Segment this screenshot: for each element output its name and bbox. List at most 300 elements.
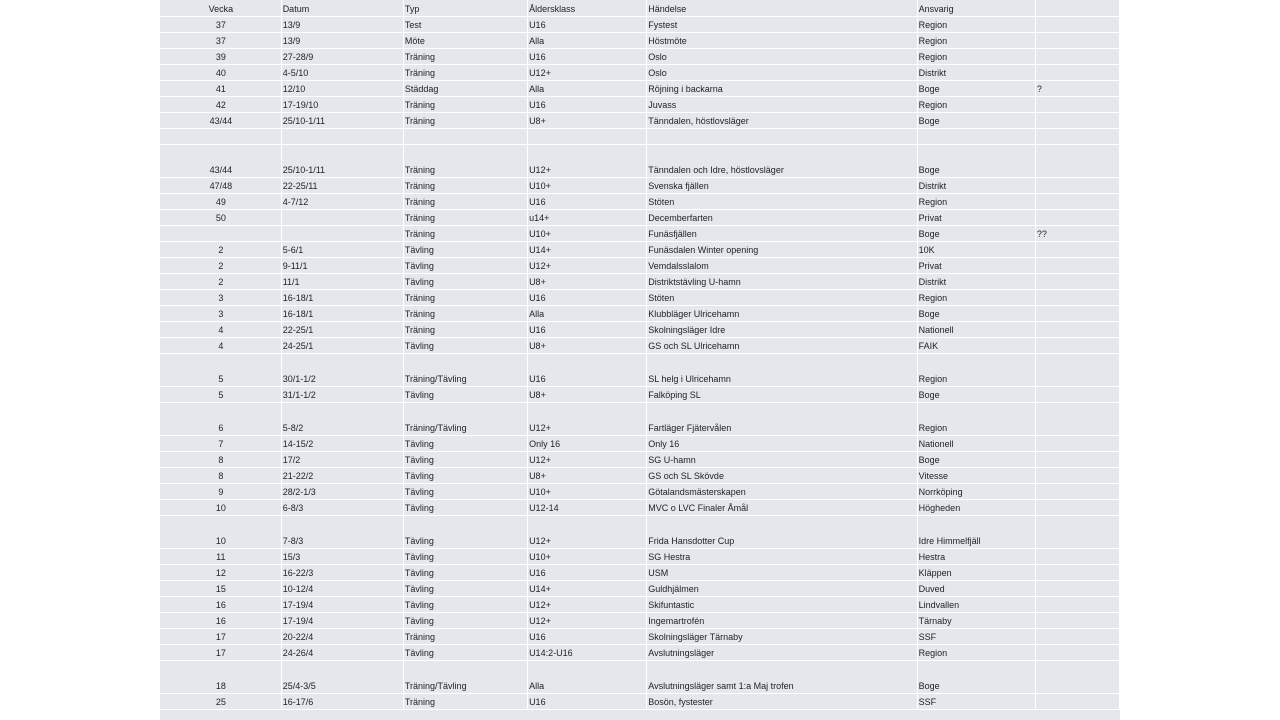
- cell-ansvarig: Boge: [917, 225, 1035, 241]
- cell-vecka: 12: [160, 564, 281, 580]
- cell-vecka: 50: [160, 209, 281, 225]
- cell-handelse: Distriktstävling U-hamn: [647, 273, 917, 289]
- cell-handelse: Stöten: [647, 193, 917, 209]
- cell-typ: Träning: [403, 64, 527, 80]
- cell-ansvarig: SSF: [917, 628, 1035, 644]
- cell-aldersklass: Alla: [528, 32, 647, 48]
- cell-handelse: Skifuntastic: [647, 596, 917, 612]
- table-row: [160, 80, 1120, 96]
- cell-extra: [1035, 499, 1119, 515]
- cell-vecka: 47/48: [160, 177, 281, 193]
- cell-vecka: 17: [160, 644, 281, 660]
- cell-aldersklass: U8+: [528, 273, 647, 289]
- cell-vecka: 17: [160, 628, 281, 644]
- table-row: [160, 386, 1120, 402]
- cell-aldersklass: U16: [528, 628, 647, 644]
- cell-ansvarig: Region: [917, 48, 1035, 64]
- table-row: [160, 467, 1120, 483]
- header-extra: [1035, 0, 1119, 16]
- cell-handelse: Oslo: [647, 64, 917, 80]
- table-row: [160, 273, 1120, 289]
- cell-datum: 16-22/3: [281, 564, 403, 580]
- cell-datum: 5-6/1: [281, 241, 403, 257]
- cell-ansvarig: Distrikt: [917, 273, 1035, 289]
- cell-vecka: 4: [160, 321, 281, 337]
- cell-datum: 13/9: [281, 32, 403, 48]
- cell-ansvarig: Privat: [917, 257, 1035, 273]
- cell-handelse: Vemdalsslalom: [647, 257, 917, 273]
- cell-ansvarig: Region: [917, 32, 1035, 48]
- header-handelse: Händelse: [647, 0, 917, 16]
- cell-datum: 25/4-3/5: [281, 660, 403, 693]
- cell-handelse: Svenska fjällen: [647, 177, 917, 193]
- table-row: [160, 564, 1120, 580]
- cell-handelse: Decemberfarten: [647, 209, 917, 225]
- cell-extra: [1035, 209, 1119, 225]
- cell-datum: 28/2-1/3: [281, 483, 403, 499]
- cell-vecka: [160, 128, 281, 144]
- cell-aldersklass: U14+: [528, 241, 647, 257]
- cell-vecka: 7: [160, 435, 281, 451]
- cell-handelse: Klubbläger Ulricehamn: [647, 305, 917, 321]
- cell-aldersklass: U8+: [528, 337, 647, 353]
- cell-extra: [1035, 515, 1119, 548]
- cell-aldersklass: U16: [528, 96, 647, 112]
- table-row: [160, 515, 1120, 548]
- cell-aldersklass: U16: [528, 16, 647, 32]
- cell-ansvarig: Region: [917, 96, 1035, 112]
- cell-extra: [1035, 612, 1119, 628]
- table-row: [160, 337, 1120, 353]
- table-row: [160, 16, 1120, 32]
- table-row: [160, 660, 1120, 693]
- cell-typ: Träning: [403, 628, 527, 644]
- cell-aldersklass: U8+: [528, 467, 647, 483]
- cell-ansvarig: Hestra: [917, 548, 1035, 564]
- cell-handelse: Fystest: [647, 16, 917, 32]
- cell-datum: 4-5/10: [281, 64, 403, 80]
- cell-handelse: Ingemartrofén: [647, 612, 917, 628]
- cell-ansvarig: Distrikt: [917, 64, 1035, 80]
- cell-aldersklass: U16: [528, 321, 647, 337]
- cell-vecka: 2: [160, 273, 281, 289]
- cell-aldersklass: U16: [528, 693, 647, 709]
- cell-typ: Möte: [403, 32, 527, 48]
- cell-handelse: Tänndalen och Idre, höstlovsläger: [647, 144, 917, 177]
- cell-datum: 31/1-1/2: [281, 386, 403, 402]
- cell-typ: Tävling: [403, 644, 527, 660]
- cell-vecka: 49: [160, 193, 281, 209]
- cell-extra: [1035, 273, 1119, 289]
- cell-aldersklass: U10+: [528, 225, 647, 241]
- cell-typ: [403, 128, 527, 144]
- cell-typ: Träning: [403, 144, 527, 177]
- cell-extra: [1035, 64, 1119, 80]
- cell-extra: [1035, 321, 1119, 337]
- cell-typ: Tävling: [403, 612, 527, 628]
- cell-typ: Träning: [403, 693, 527, 709]
- cell-datum: 24-25/1: [281, 337, 403, 353]
- cell-vecka: 16: [160, 612, 281, 628]
- cell-typ: Träning: [403, 48, 527, 64]
- cell-handelse: GS och SL Skövde: [647, 467, 917, 483]
- cell-typ: Tävling: [403, 596, 527, 612]
- cell-vecka: 4: [160, 337, 281, 353]
- cell-extra: [1035, 177, 1119, 193]
- cell-typ: Träning: [403, 96, 527, 112]
- cell-extra: [1035, 467, 1119, 483]
- table-row: [160, 499, 1120, 515]
- cell-handelse: Stöten: [647, 289, 917, 305]
- table-row: [160, 451, 1120, 467]
- cell-ansvarig: SSF: [917, 693, 1035, 709]
- cell-typ: Träning: [403, 305, 527, 321]
- cell-typ: Tävling: [403, 273, 527, 289]
- cell-extra: [1035, 289, 1119, 305]
- cell-vecka: 42: [160, 96, 281, 112]
- cell-ansvarig: Boge: [917, 660, 1035, 693]
- table-row: [160, 402, 1120, 435]
- cell-handelse: [647, 128, 917, 144]
- cell-aldersklass: U12+: [528, 515, 647, 548]
- cell-typ: Tävling: [403, 580, 527, 596]
- cell-ansvarig: Distrikt: [917, 177, 1035, 193]
- cell-aldersklass: Alla: [528, 660, 647, 693]
- cell-aldersklass: u14+: [528, 209, 647, 225]
- cell-ansvarig: Region: [917, 16, 1035, 32]
- cell-typ: Träning/Tävling: [403, 353, 527, 386]
- cell-typ: Tävling: [403, 386, 527, 402]
- table-row: [160, 209, 1120, 225]
- cell-typ: Träning: [403, 321, 527, 337]
- cell-handelse: Only 16: [647, 435, 917, 451]
- cell-extra: [1035, 144, 1119, 177]
- cell-typ: Tävling: [403, 241, 527, 257]
- cell-aldersklass: Only 16: [528, 435, 647, 451]
- cell-datum: 15/3: [281, 548, 403, 564]
- cell-handelse: MVC o LVC Finaler Åmål: [647, 499, 917, 515]
- cell-ansvarig: Region: [917, 193, 1035, 209]
- cell-datum: 22-25/11: [281, 177, 403, 193]
- cell-typ: Tävling: [403, 564, 527, 580]
- cell-typ: Träning: [403, 112, 527, 128]
- cell-vecka: 43/44: [160, 112, 281, 128]
- cell-vecka: 2: [160, 257, 281, 273]
- cell-typ: Städdag: [403, 80, 527, 96]
- cell-aldersklass: U12+: [528, 144, 647, 177]
- cell-vecka: 37: [160, 16, 281, 32]
- cell-ansvarig: Boge: [917, 112, 1035, 128]
- cell-extra: [1035, 628, 1119, 644]
- cell-handelse: GS och SL Ulricehamn: [647, 337, 917, 353]
- header-ansvarig: Ansvarig: [917, 0, 1035, 16]
- cell-datum: 30/1-1/2: [281, 353, 403, 386]
- cell-aldersklass: U8+: [528, 112, 647, 128]
- cell-vecka: 43/44: [160, 144, 281, 177]
- table-row: [160, 435, 1120, 451]
- cell-aldersklass: Alla: [528, 305, 647, 321]
- cell-typ: Tävling: [403, 499, 527, 515]
- cell-vecka: 25: [160, 693, 281, 709]
- cell-ansvarig: Lindvallen: [917, 596, 1035, 612]
- cell-ansvarig: Boge: [917, 305, 1035, 321]
- cell-ansvarig: Region: [917, 402, 1035, 435]
- cell-datum: 11/1: [281, 273, 403, 289]
- cell-aldersklass: U12+: [528, 451, 647, 467]
- cell-handelse: Avslutningsläger samt 1:a Maj trofen: [647, 660, 917, 693]
- cell-handelse: SG Hestra: [647, 548, 917, 564]
- cell-ansvarig: Privat: [917, 209, 1035, 225]
- cell-datum: 22-25/1: [281, 321, 403, 337]
- cell-handelse: Frida Hansdotter Cup: [647, 515, 917, 548]
- table-row: [160, 225, 1120, 241]
- cell-handelse: Fartläger Fjätervålen: [647, 402, 917, 435]
- schedule-body: [160, 16, 1120, 709]
- cell-handelse: Skolningsläger Tärnaby: [647, 628, 917, 644]
- table-row: [160, 693, 1120, 709]
- cell-typ: Träning/Tävling: [403, 402, 527, 435]
- cell-typ: Träning: [403, 289, 527, 305]
- cell-handelse: USM: [647, 564, 917, 580]
- table-row: [160, 193, 1120, 209]
- cell-vecka: 5: [160, 386, 281, 402]
- cell-aldersklass: U16: [528, 353, 647, 386]
- cell-typ: Träning: [403, 225, 527, 241]
- cell-aldersklass: [528, 128, 647, 144]
- cell-ansvarig: Boge: [917, 80, 1035, 96]
- cell-datum: 17-19/10: [281, 96, 403, 112]
- header-typ: Typ: [403, 0, 527, 16]
- cell-ansvarig: Kläppen: [917, 564, 1035, 580]
- cell-ansvarig: Norrköping: [917, 483, 1035, 499]
- cell-datum: 14-15/2: [281, 435, 403, 451]
- cell-handelse: Juvass: [647, 96, 917, 112]
- header-aldersklass: Åldersklass: [528, 0, 647, 16]
- cell-handelse: Falköping SL: [647, 386, 917, 402]
- cell-datum: 17-19/4: [281, 612, 403, 628]
- cell-datum: 17/2: [281, 451, 403, 467]
- cell-extra: [1035, 693, 1119, 709]
- cell-aldersklass: U14:2-U16: [528, 644, 647, 660]
- cell-ansvarig: Nationell: [917, 321, 1035, 337]
- table-row: [160, 241, 1120, 257]
- cell-ansvarig: Region: [917, 644, 1035, 660]
- cell-ansvarig: Region: [917, 353, 1035, 386]
- cell-vecka: 16: [160, 596, 281, 612]
- cell-datum: 12/10: [281, 80, 403, 96]
- table-row: [160, 353, 1120, 386]
- cell-extra: [1035, 451, 1119, 467]
- cell-extra: [1035, 435, 1119, 451]
- cell-vecka: 18: [160, 660, 281, 693]
- table-row: [160, 289, 1120, 305]
- schedule-table: [160, 0, 1120, 710]
- table-row: [160, 112, 1120, 128]
- table-row: [160, 580, 1120, 596]
- cell-datum: 5-8/2: [281, 402, 403, 435]
- cell-extra: ?: [1035, 80, 1119, 96]
- cell-aldersklass: U16: [528, 564, 647, 580]
- cell-vecka: 6: [160, 402, 281, 435]
- cell-datum: 24-26/4: [281, 644, 403, 660]
- cell-vecka: 3: [160, 289, 281, 305]
- cell-datum: [281, 209, 403, 225]
- cell-vecka: 3: [160, 305, 281, 321]
- cell-aldersklass: U10+: [528, 177, 647, 193]
- cell-handelse: Götalandsmästerskapen: [647, 483, 917, 499]
- cell-extra: [1035, 644, 1119, 660]
- table-row: [160, 644, 1120, 660]
- table-row: [160, 596, 1120, 612]
- cell-datum: 20-22/4: [281, 628, 403, 644]
- cell-vecka: 5: [160, 353, 281, 386]
- cell-extra: [1035, 548, 1119, 564]
- cell-extra: [1035, 386, 1119, 402]
- cell-ansvarig: 10K: [917, 241, 1035, 257]
- cell-handelse: Tänndalen, höstlovsläger: [647, 112, 917, 128]
- cell-datum: [281, 225, 403, 241]
- table-row: [160, 612, 1120, 628]
- cell-datum: 21-22/2: [281, 467, 403, 483]
- cell-vecka: 41: [160, 80, 281, 96]
- cell-datum: 9-11/1: [281, 257, 403, 273]
- cell-aldersklass: U12-14: [528, 499, 647, 515]
- cell-handelse: SG U-hamn: [647, 451, 917, 467]
- cell-extra: [1035, 48, 1119, 64]
- schedule-sheet: [160, 0, 1120, 720]
- cell-vecka: 2: [160, 241, 281, 257]
- cell-extra: [1035, 241, 1119, 257]
- cell-datum: 4-7/12: [281, 193, 403, 209]
- cell-extra: [1035, 402, 1119, 435]
- cell-typ: Tävling: [403, 337, 527, 353]
- cell-typ: Träning: [403, 177, 527, 193]
- table-row: [160, 48, 1120, 64]
- cell-extra: [1035, 32, 1119, 48]
- cell-extra: [1035, 337, 1119, 353]
- cell-vecka: 15: [160, 580, 281, 596]
- cell-ansvarig: [917, 128, 1035, 144]
- cell-handelse: Guldhjälmen: [647, 580, 917, 596]
- cell-handelse: Höstmöte: [647, 32, 917, 48]
- cell-typ: Tävling: [403, 483, 527, 499]
- cell-vecka: 40: [160, 64, 281, 80]
- cell-extra: [1035, 16, 1119, 32]
- cell-aldersklass: U8+: [528, 386, 647, 402]
- cell-aldersklass: U12+: [528, 257, 647, 273]
- cell-extra: [1035, 580, 1119, 596]
- cell-extra: [1035, 96, 1119, 112]
- table-row: [160, 321, 1120, 337]
- cell-datum: 10-12/4: [281, 580, 403, 596]
- cell-ansvarig: Boge: [917, 386, 1035, 402]
- cell-handelse: Avslutningsläger: [647, 644, 917, 660]
- cell-ansvarig: Tärnaby: [917, 612, 1035, 628]
- cell-handelse: Röjning i backarna: [647, 80, 917, 96]
- cell-aldersklass: U12+: [528, 402, 647, 435]
- cell-ansvarig: Vitesse: [917, 467, 1035, 483]
- cell-vecka: 9: [160, 483, 281, 499]
- header-vecka: Vecka: [160, 0, 281, 16]
- cell-typ: Träning: [403, 193, 527, 209]
- cell-ansvarig: Idre Himmelfjäll: [917, 515, 1035, 548]
- cell-ansvarig: FAIK: [917, 337, 1035, 353]
- table-row: [160, 548, 1120, 564]
- cell-ansvarig: Nationell: [917, 435, 1035, 451]
- cell-datum: 7-8/3: [281, 515, 403, 548]
- cell-datum: 25/10-1/11: [281, 112, 403, 128]
- cell-typ: Tävling: [403, 467, 527, 483]
- cell-handelse: Skolningsläger Idre: [647, 321, 917, 337]
- cell-aldersklass: U16: [528, 193, 647, 209]
- table-row: [160, 128, 1120, 144]
- cell-datum: 16-17/6: [281, 693, 403, 709]
- table-row: [160, 96, 1120, 112]
- table-row: [160, 305, 1120, 321]
- cell-extra: [1035, 483, 1119, 499]
- table-row: [160, 144, 1120, 177]
- cell-handelse: Oslo: [647, 48, 917, 64]
- cell-ansvarig: Boge: [917, 451, 1035, 467]
- cell-handelse: Bosön, fystester: [647, 693, 917, 709]
- cell-datum: 17-19/4: [281, 596, 403, 612]
- table-row: [160, 628, 1120, 644]
- cell-vecka: 37: [160, 32, 281, 48]
- cell-extra: [1035, 353, 1119, 386]
- cell-datum: 16-18/1: [281, 289, 403, 305]
- cell-extra: [1035, 660, 1119, 693]
- cell-extra: [1035, 564, 1119, 580]
- cell-vecka: 10: [160, 515, 281, 548]
- cell-extra: [1035, 193, 1119, 209]
- cell-typ: Tävling: [403, 548, 527, 564]
- cell-aldersklass: U12+: [528, 596, 647, 612]
- cell-aldersklass: U12+: [528, 612, 647, 628]
- cell-aldersklass: U16: [528, 289, 647, 305]
- cell-typ: Tävling: [403, 257, 527, 273]
- cell-handelse: Funäsfjällen: [647, 225, 917, 241]
- cell-vecka: 8: [160, 451, 281, 467]
- cell-ansvarig: Duved: [917, 580, 1035, 596]
- cell-datum: [281, 128, 403, 144]
- cell-vecka: 39: [160, 48, 281, 64]
- cell-typ: Tävling: [403, 435, 527, 451]
- cell-aldersklass: U10+: [528, 483, 647, 499]
- cell-datum: 6-8/3: [281, 499, 403, 515]
- table-row: [160, 257, 1120, 273]
- cell-typ: Tävling: [403, 515, 527, 548]
- cell-handelse: SL helg i Ulricehamn: [647, 353, 917, 386]
- cell-extra: [1035, 596, 1119, 612]
- cell-datum: 25/10-1/11: [281, 144, 403, 177]
- cell-extra: [1035, 257, 1119, 273]
- cell-aldersklass: U16: [528, 48, 647, 64]
- cell-extra: ??: [1035, 225, 1119, 241]
- cell-typ: Träning: [403, 209, 527, 225]
- cell-ansvarig: Boge: [917, 144, 1035, 177]
- cell-extra: [1035, 112, 1119, 128]
- table-row: [160, 483, 1120, 499]
- table-row: [160, 177, 1120, 193]
- cell-aldersklass: Alla: [528, 80, 647, 96]
- cell-typ: Tävling: [403, 451, 527, 467]
- cell-vecka: 10: [160, 499, 281, 515]
- header-row: [160, 0, 1120, 16]
- cell-extra: [1035, 305, 1119, 321]
- cell-datum: 16-18/1: [281, 305, 403, 321]
- cell-vecka: 11: [160, 548, 281, 564]
- cell-aldersklass: U12+: [528, 64, 647, 80]
